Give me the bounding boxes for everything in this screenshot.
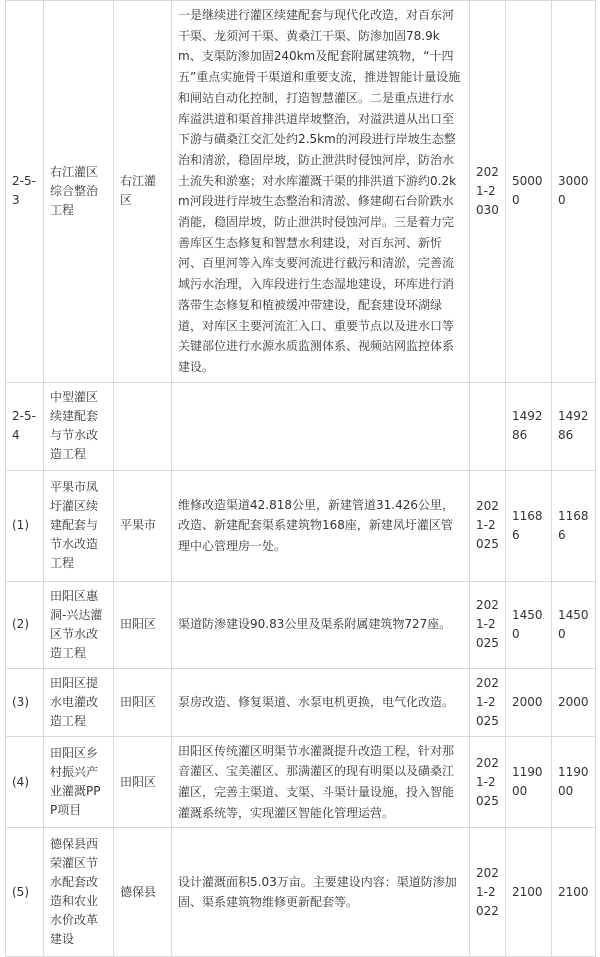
total-investment: 14500 bbox=[506, 581, 552, 668]
table-row bbox=[6, 470, 596, 581]
planned-investment: 2000 bbox=[552, 668, 596, 736]
project-description: 维修改造渠道42.818公里，新建管道31.426公里，改造、新建配套渠系建筑物168座，新建凤圩灌区管理中心管理房一处。 bbox=[172, 470, 470, 581]
project-description bbox=[172, 382, 470, 470]
project-description: 泵房改造、修复渠道、水泵电机更换，电气化改造。 bbox=[172, 668, 470, 736]
planned-investment: 14500 bbox=[552, 581, 596, 668]
project-area: 平果市 bbox=[114, 470, 172, 581]
project-period: 2021-2025 bbox=[470, 581, 506, 668]
project-name: 右江灌区综合整治工程 bbox=[44, 1, 114, 383]
project-period: 2021-2030 bbox=[470, 1, 506, 383]
row-number: 2-5-3 bbox=[6, 1, 44, 383]
planned-investment: 2100 bbox=[552, 828, 596, 957]
project-name: 田阳区乡村振兴产业灌溉PPP项目 bbox=[44, 736, 114, 828]
project-period: 2021-2025 bbox=[470, 736, 506, 828]
table-row bbox=[6, 581, 596, 668]
table-row bbox=[6, 736, 596, 828]
planned-investment: 30000 bbox=[552, 1, 596, 383]
project-area: 田阳区 bbox=[114, 668, 172, 736]
project-period bbox=[470, 382, 506, 470]
project-name: 田阳区惠洞-兴达灌区节水改造工程 bbox=[44, 581, 114, 668]
project-name: 平果市凤圩灌区续建配套与节水改造工程 bbox=[44, 470, 114, 581]
table-row bbox=[6, 1, 596, 383]
row-number: (5) bbox=[6, 828, 44, 957]
row-number: (2) bbox=[6, 581, 44, 668]
project-period: 2021-2025 bbox=[470, 470, 506, 581]
project-name: 德保县西荣灌区节水配套改造和农业水价改革建设 bbox=[44, 828, 114, 957]
total-investment: 50000 bbox=[506, 1, 552, 383]
planned-investment: 149286 bbox=[552, 382, 596, 470]
total-investment: 149286 bbox=[506, 382, 552, 470]
project-description: 设计灌溉面积5.03万亩。主要建设内容：渠道防渗加固、渠系建筑物维修更新配套等。 bbox=[172, 828, 470, 957]
project-description: 田阳区传统灌区明渠节水灌溉提升改造工程，针对那音灌区、宝美灌区、那满灌区的现有明渠以及磺桑江灌区，完善主渠道、支渠、斗渠计量设施，投入智能灌溉系统等，实现灌区智能化管理运营。 bbox=[172, 736, 470, 828]
project-period: 2021-2025 bbox=[470, 668, 506, 736]
project-description: 一是继续进行灌区续建配套与现代化改造，对百东河干渠、龙须河干渠、黄桑江干渠、防渗加固78.9km、支渠防渗加固240km及配套附属建筑物，“十四五”重点实施骨干渠道和重要支流，推进智能计量设施和闸站自动化控制，打造智慧灌区。二是重点进行水库溢洪道和渠首排洪道岸坡整治，对溢洪道从出口至下游与磺桑江交汇处约2.5km的河段进行岸坡生态整治和清淤，稳固岸坡，防止泄洪时侵蚀河岸，防治水土流失和淤塞；对水库灌溉干渠的排洪道下游约0.2km河段进行岸坡生态整治和清淤、修建砌石台阶跌水消能，稳固岸坡，防止泄洪时侵蚀河岸。三是着力完善库区生态修复和智慧水利建设，对百东河、新忻河、百里河等入库支要河流进行截污和清淤，完善流域污水治理，入库段进行生态湿地建设，环库进行消落带生态修复和植被缓冲带建设，配套建设环湖绿道，对库区主要河流汇入口、重要节点以及进水口等关键部位进行水源水质监测体系、视频站网监控体系建设。 bbox=[172, 1, 470, 383]
table-row bbox=[6, 668, 596, 736]
total-investment: 11686 bbox=[506, 470, 552, 581]
total-investment: 2000 bbox=[506, 668, 552, 736]
total-investment: 2100 bbox=[506, 828, 552, 957]
project-area: 田阳区 bbox=[114, 581, 172, 668]
project-name: 田阳区提水电灌改造工程 bbox=[44, 668, 114, 736]
project-name: 中型灌区续建配套与节水改造工程 bbox=[44, 382, 114, 470]
planned-investment: 11686 bbox=[552, 470, 596, 581]
row-number: (4) bbox=[6, 736, 44, 828]
table-row bbox=[6, 828, 596, 957]
project-area: 德保县 bbox=[114, 828, 172, 957]
row-number: (1) bbox=[6, 470, 44, 581]
table-row bbox=[6, 382, 596, 470]
project-area bbox=[114, 382, 172, 470]
project-area: 田阳区 bbox=[114, 736, 172, 828]
total-investment: 119000 bbox=[506, 736, 552, 828]
row-number: 2-5-4 bbox=[6, 382, 44, 470]
row-number: (3) bbox=[6, 668, 44, 736]
project-area: 右江灌区 bbox=[114, 1, 172, 383]
project-description: 渠道防渗建设90.83公里及渠系附属建筑物727座。 bbox=[172, 581, 470, 668]
project-table bbox=[5, 0, 596, 957]
planned-investment: 119000 bbox=[552, 736, 596, 828]
project-period: 2021-2022 bbox=[470, 828, 506, 957]
